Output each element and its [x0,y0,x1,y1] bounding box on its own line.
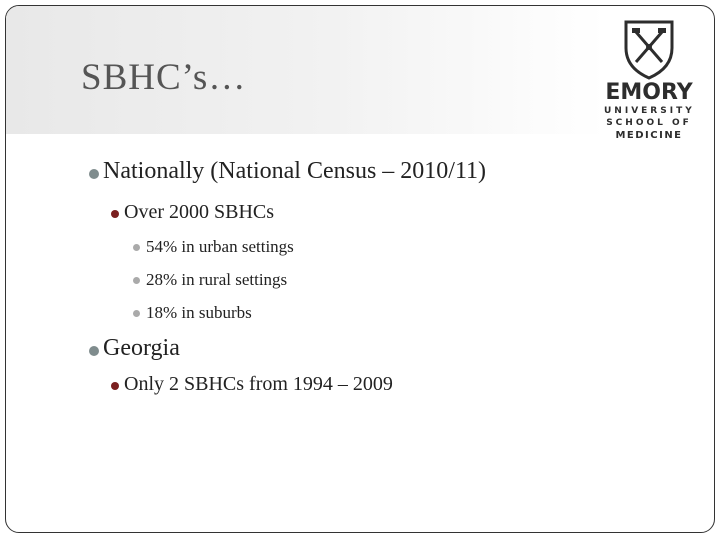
slide-frame [5,5,715,533]
bullet-over-2000: Over 2000 SBHCs [124,201,275,223]
bullet-suburbs: 18% in suburbs [146,303,252,322]
logo-university-text: UNIVERSITY [604,106,695,116]
slide-title: SBHC’s… [81,57,247,98]
bullet-urban: 54% in urban settings [146,237,294,256]
bullet-dot-level3 [133,244,140,251]
logo-medicine-text: MEDICINE [615,130,683,141]
bullet-dot-level3 [133,277,140,284]
slide-content [6,6,714,532]
bullet-nationally: Nationally (National Census – 2010/11) [103,158,487,184]
logo-emory-text: EMORY [605,80,693,105]
bullet-only-2: Only 2 SBHCs from 1994 – 2009 [124,373,393,395]
logo-school-text: SCHOOL OF [606,118,692,128]
bullet-dot-level2 [111,210,119,218]
bullet-dot-level2 [111,382,119,390]
bullet-georgia: Georgia [103,335,180,361]
bullet-rural: 28% in rural settings [146,270,288,289]
bullet-dot-level3 [133,310,140,317]
bullet-dot-level1 [89,346,99,356]
bullet-dot-level1 [89,169,99,179]
